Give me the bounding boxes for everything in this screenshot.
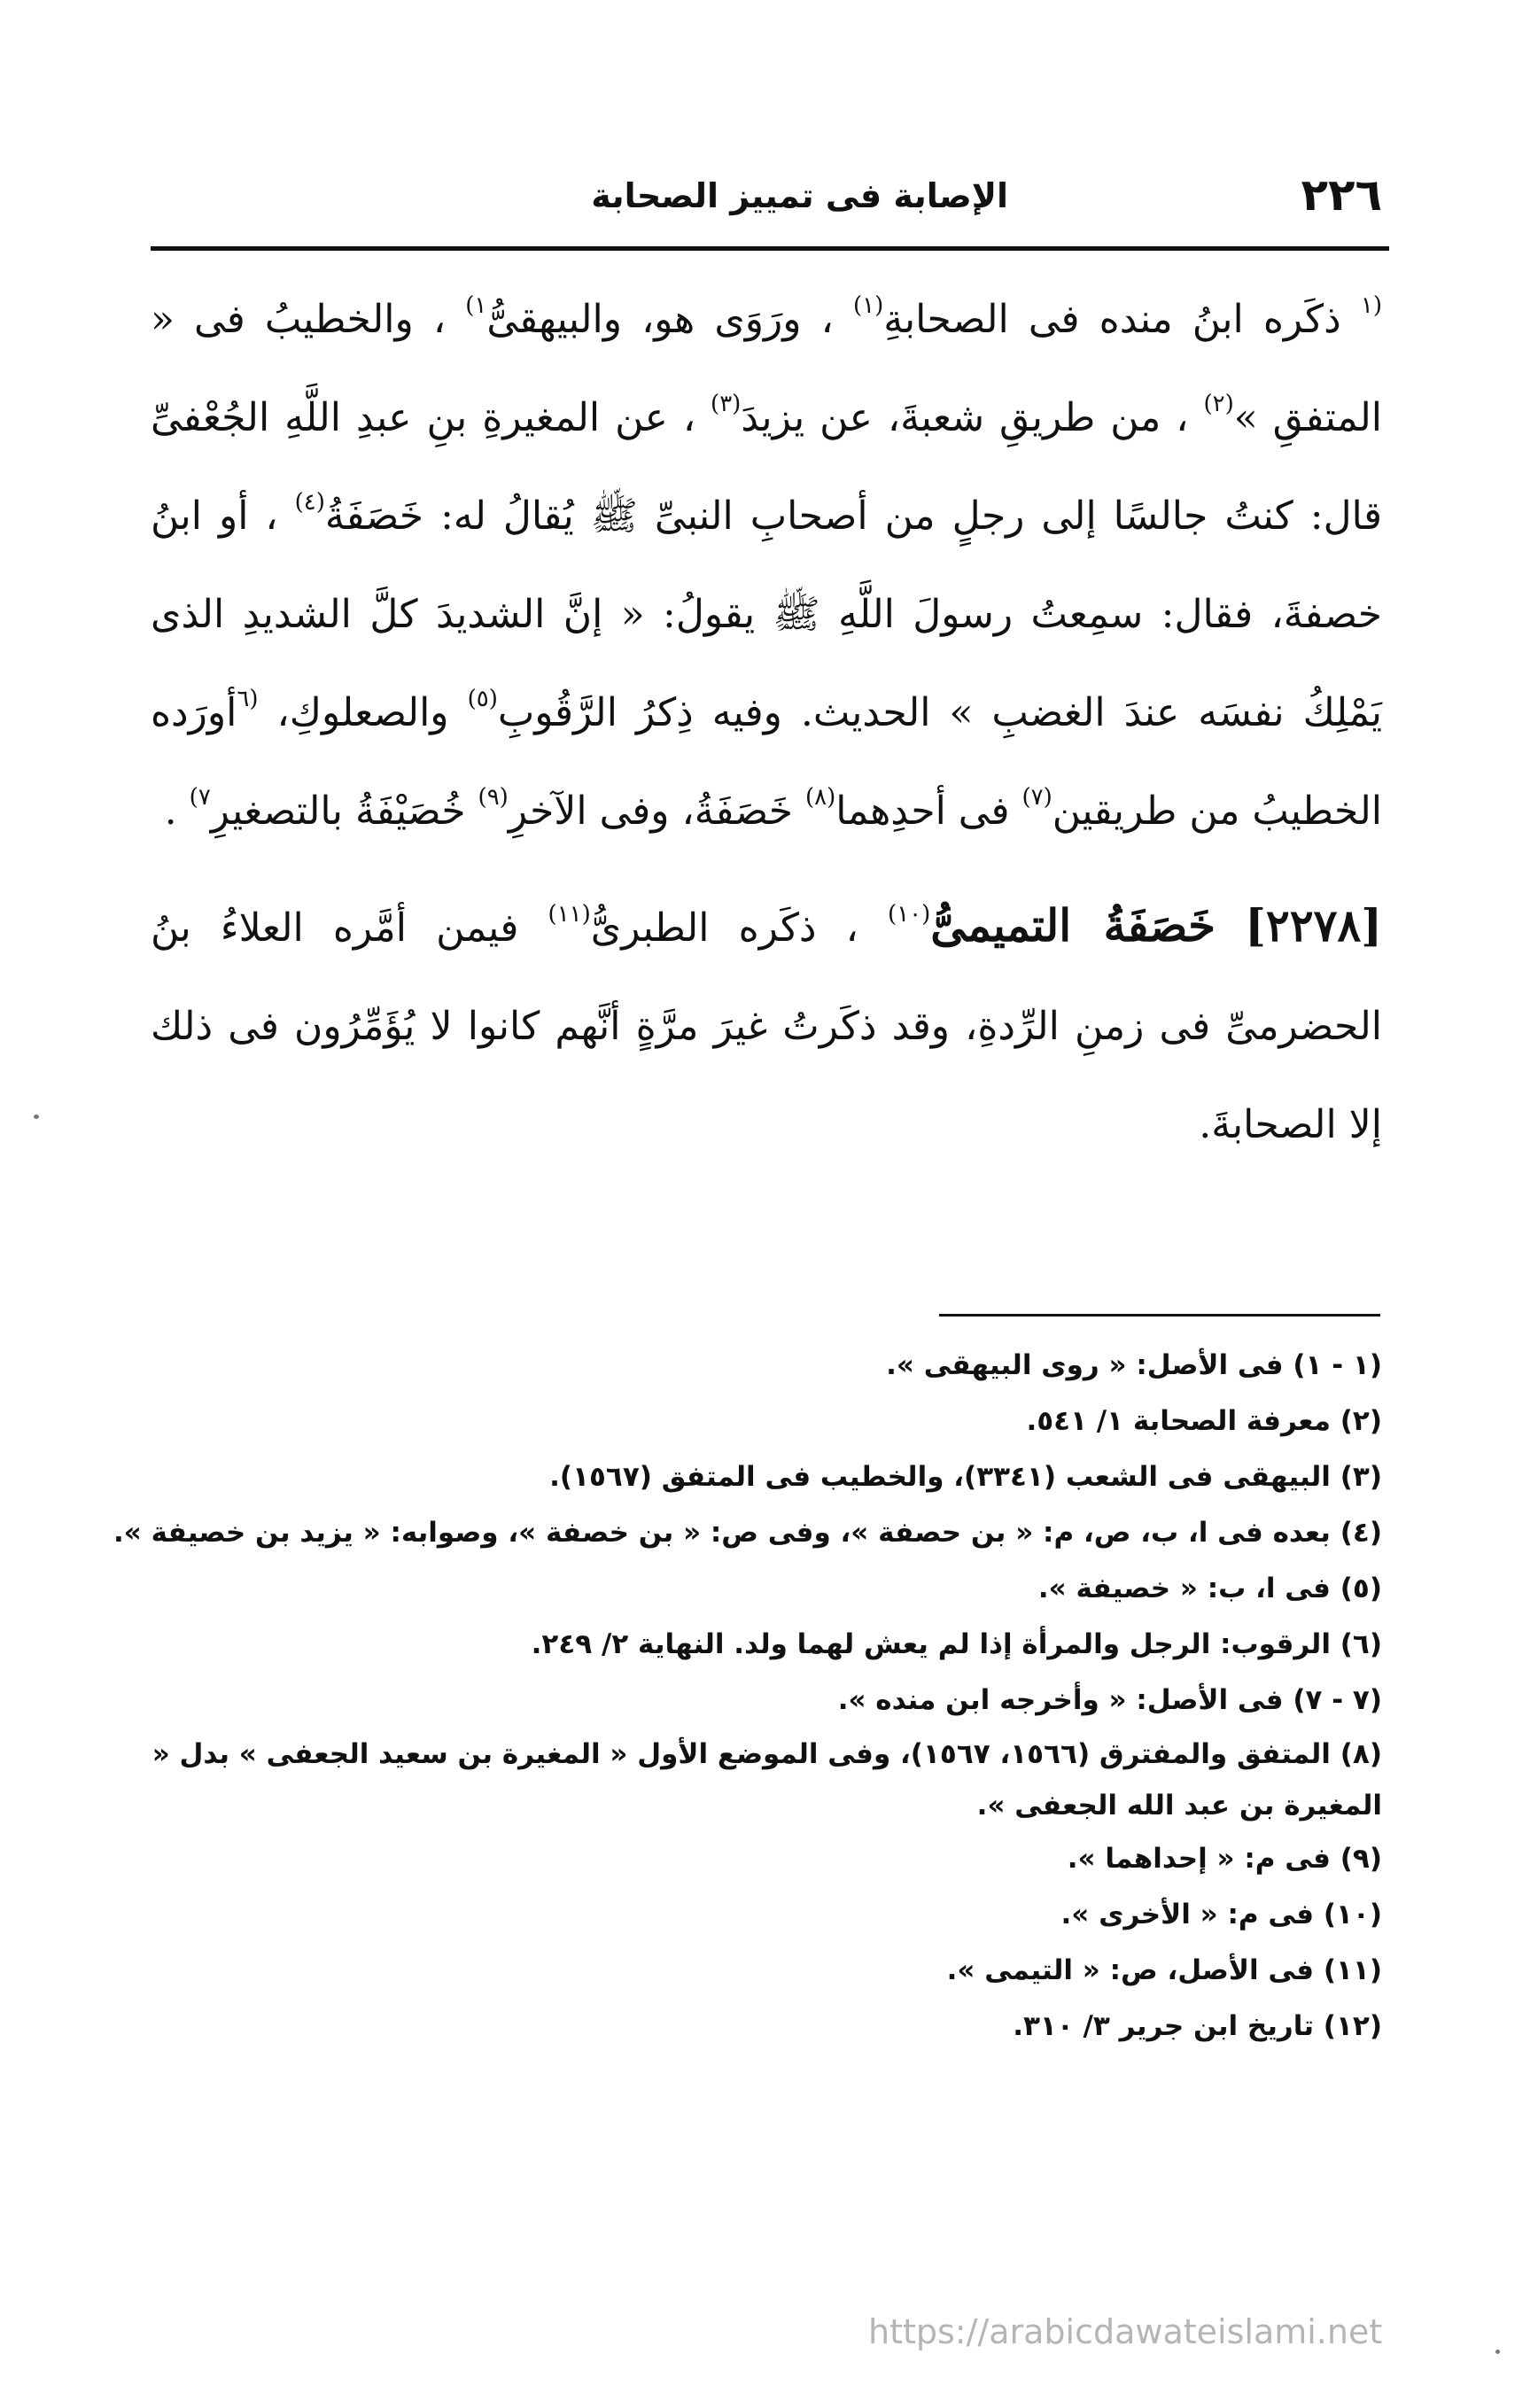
footnote: (٩) فى م: « إحداهما ». [1067,1843,1382,1875]
footnote-mark: (٤) [294,489,325,516]
footnote-mark: (٢) [1203,391,1234,417]
footnote-mark: (٧) [1021,784,1053,811]
footnote: (٢) معرفة الصحابة ١/ ٥٤١. [1026,1405,1382,1437]
running-title: الإصابة فى تمييز الصحابة [591,176,1009,215]
entry-number: [٢٢٧٨] [1245,899,1382,952]
entry-name: خَصَفَةُ التميمىُّ [930,899,1216,952]
text-run: ، ورَوَى هو، والبيهقىُّ [486,297,834,342]
footnote: (٣) البيهقى فى الشعب (٣٣٤١)، والخطيب فى المتفق (١٥٦٧). [549,1461,1382,1493]
footnote-mark: (١) [852,292,884,319]
text-run: ، عن المغيرةِ بنِ عبدِ اللَّهِ الجُعْفىِّ قال: كنتُ جالسًا إلى رجلٍ من أصحابِ النبىِّ ﷺ يُقالُ له: خَصَفَةُ [151,395,1382,539]
footnote: (٤) بعده فى ا، ب، ص، م: « بن حصفة »، وفى ص: « بن خصفة »، وصوابه: « يزيد بن خصيفة ». [113,1517,1382,1549]
footnote-mark: (١١) [548,901,591,928]
footnote: (١ - ١) فى الأصل: « روى البيهقى ». [886,1349,1382,1381]
footnote-mark: (٦ [237,686,259,712]
footnote-rule [939,1314,1380,1317]
footnote: (٦) الرقوب: الرجل والمرأة إذا لم يعش لهما ولد. النهاية ٢/ ٢٤٩. [531,1628,1382,1660]
scan-speck [34,1115,39,1119]
text-run: ، من طريقِ شعبةَ، عن يزيدَ [741,395,1189,440]
footnote-mark: ٧) [189,784,211,811]
footnote-mark: (٥) [467,686,498,712]
scan-speck [1495,2350,1500,2354]
text-run: ، ذكَره الطبرىُّ [590,905,858,951]
footnote: (١١) فى الأصل، ص: « التيمى ». [946,1954,1382,1986]
main-text [151,270,1382,1174]
footnote-mark: (١٠) [888,901,931,928]
text-run: ، والخطيبُ فى « المتفقِ » [151,297,1382,440]
footnote-mark: (٨) [804,784,836,811]
footnote: (٨) المتفق والمفترق (١٥٦٦، ١٥٦٧)، وفى الموضع الأول « المغيرة بن سعيد الجعفى » بدل « المغيرة بن عبد الله الجعفى ». [151,1738,1382,1822]
footnote: (١٢) تاريخ ابن جرير ٣/ ٣١٠. [1013,2010,1382,2042]
text-run: ذكَره ابنُ منده فى الصحابةِ [883,297,1341,342]
footnote: (٥) فى ا، ب: « خصيفة ». [1037,1573,1382,1604]
text-run: خُصَيْفَةُ بالتصغيرِ [210,788,466,834]
header-rule [151,246,1389,251]
footnote-mark: (٩) [478,784,509,811]
text-run: فى أحدِهما [835,788,1010,834]
text-run: ، أو ابنُ خصفةَ، فقال: سمِعتُ رسولَ اللَّهِ ﷺ يقولُ: « إنَّ الشديدَ كلَّ الشديدِ الذى يَمْلِكُ نفسَه عندَ الغضبِ » الحديث. وفيه ذِكرُ الرَّقُوبِ [151,493,1382,735]
page-number: ٢٢٦ [1301,169,1382,221]
watermark-url: https://arabicdawateislami.net [868,2312,1383,2351]
footnote-mark: (٣) [711,391,742,417]
text-run: والصعلوكِ، [276,690,449,735]
footnote-mark: ١) [465,292,487,319]
paragraph-entry-2278 [151,876,1382,1174]
footnote: (١٠) فى م: « الأخرى ». [1060,1899,1382,1930]
text-run: فيمن أمَّره العلاءُ بنُ الحضرمىِّ فى زمنِ الرِّدةِ، وقد ذكَرتُ غيرَ مرَّةٍ أنَّهم كانوا لا يُؤَمِّرُون فى ذلك إلا الصحابةَ. [151,905,1382,1147]
footnote: (٧ - ٧) فى الأصل: « وأخرجه ابن منده ». [837,1684,1382,1716]
text-run: خَصَفَةُ، وفى الآخرِ [508,788,793,834]
text-run: أورَده الخطيبُ من طريقين [151,690,1382,834]
footnotes [113,1338,1382,2055]
footnote-mark: (١ [1360,292,1382,319]
paragraph-entry-intro [151,270,1382,860]
text-run: . [164,788,177,834]
page-header [151,164,1382,235]
